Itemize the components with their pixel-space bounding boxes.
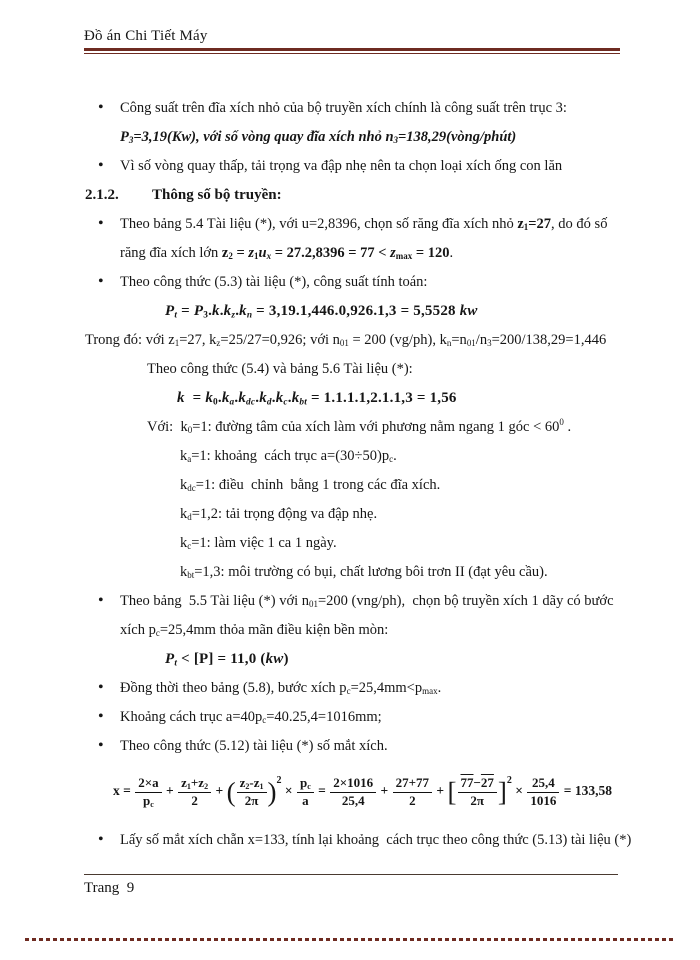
bullet-icon: • [98,99,104,116]
fraction: $\frac{p_c}{a}$ [297,775,314,810]
bullet-icon: • [98,737,104,754]
fraction: $\frac{77-27}{2\pi}$ [458,775,497,810]
line-text: $k = k_0.k_a.k_{dc}.k_d.k_c.k_{bt} = 1.1.1.1,2.1.1,3 = 1,56$ [177,390,457,408]
bullet-icon: • [98,215,104,232]
line-text: $k_{dc}=1$: điều chỉnh bằng 1 trong các đĩa xích. [180,477,441,494]
line-text: 2.1.2. Thông số bộ truyền: [85,187,282,203]
text-line [85,500,630,529]
bullet-icon: • [98,157,104,174]
line-text: Theo công thức (5.12) tài liệu (*) số mắt xích. [120,738,388,754]
text-line [85,413,630,442]
text-line [85,529,630,558]
bullet-line [85,674,630,703]
text-line [85,355,630,384]
line-text: Theo bảng 5.5 Tài liệu (*) với $n_{01}=200$ (vng/ph), chọn bộ truyền xích 1 dãy có bước xích $p_c=25,4mm$ thỏa mãn điều kiện bền mòn: [120,593,614,639]
line-text: Khoảng cách trục $a=40p_c=40.25,4=1016mm$; [120,709,382,726]
bullet-line [85,268,630,297]
bullet-icon: • [98,592,104,609]
bullet-icon: • [98,273,104,290]
formula-line [85,297,630,326]
bullet-line [85,587,630,645]
formula-line [85,645,630,674]
page-header [84,28,620,54]
text-line [85,558,630,587]
footer-page-label: Trang 9 [84,880,135,896]
bullet-line [85,152,630,181]
line-text: $k_a=1$: khoảng cách trục $a=(30\div 50)p_c$. [180,448,397,465]
fraction: $\frac{27+77}{2}$ [393,775,432,810]
line-text: Công suất trên đĩa xích nhỏ của bộ truyền xích chính là công suất trên trục 3: [120,100,567,116]
line-text: Vì số vòng quay thấp, tải trọng va đập nhẹ nên ta chọn loại xích ống con lăn [120,158,563,174]
bottom-dashed-rule [25,938,675,941]
bullet-line [85,210,630,268]
line-text: Lấy số mắt xích chẵn x=133, tính lại khoảng cách trục theo công thức (5.13) tài liệu (*) [120,831,632,848]
line-text: Theo công thức (5.3) tài liệu (*), công suất tính toán: [120,274,428,290]
fraction: $\frac{2\times 1016}{25,4}$ [330,775,376,810]
line-text: Với: $k_0=1$: đường tâm của xích làm với phương nằm ngang 1 góc < $60^0$ . [147,417,572,436]
fraction: $\frac{z_1+z_2}{2}$ [178,775,211,810]
line-text: $k_{bt}=1,3$: môi trường có bụi, chất lương bôi trơn II (đạt yêu cầu). [180,564,548,581]
formula-line [85,384,630,413]
line-text: $P_3=3,19(Kw)$, với số vòng quay đĩa xích nhỏ $n_3=138,29(vòng/phút)$ [120,129,517,146]
text-line [85,442,630,471]
formula-line [85,775,630,810]
line-text: Theo công thức (5.4) và bảng 5.6 Tài liệu (*): [147,361,413,377]
text-line [85,326,630,355]
bullet-line [85,732,630,761]
bullet-line [85,94,630,123]
fraction: $\frac{25,4}{1016}$ [527,775,559,810]
bullet-line [85,703,630,732]
bullet-icon: • [98,708,104,725]
line-text: x = $\frac{2\times a}{p_c}$ + $\frac{z_1+z_2}{2}$ + ( $\frac{z_2-z_1}{2\pi}$ )$^2$ × $\frac{p_c}{a}$ = $\frac{2\times 1016}{25,4}$ + $\frac{27+77}{2}$ + [ $\frac{77-27}{2\pi}$ ]$^2$ × $\frac{25,4}{1016}$ = 133,58 [113,775,612,809]
line-text: Trong đó: với $z_1=27$, $k_z=25/27=0,926$; với $n_{01} = 200$ (vg/ph), $k_n=n_{01}/n_3=200/138,29=1,446$ [85,332,607,349]
line-text: Theo bảng 5.4 Tài liệu (*), với u=2,8396, chọn số răng đĩa xích nhỏ $z_1=27$, do đó số răng đĩa xích lớn $z_2 = z_1u_x = 27.2,8396 = 77 < z_{max} = 120$. [120,216,608,262]
document-body [85,94,630,855]
line-text: $P_t = P_3.k.k_z.k_n = 3,19.1,446.0,926.1,3 = 5,5528$ kw [165,303,478,321]
header-rule [84,48,620,54]
bullet-icon: • [98,679,104,696]
heading-line [85,181,630,210]
line-text: $k_d=1,2$: tải trọng động va đập nhẹ. [180,506,378,523]
bullet-line [85,826,630,855]
line-text: $k_c=1$: làm việc 1 ca 1 ngày. [180,535,337,552]
header-title: Đồ án Chi Tiết Máy [84,28,208,44]
text-line [85,123,630,152]
fraction: $\frac{z_2-z_1}{2\pi}$ [237,775,267,810]
line-text: $P_t < [P] = 11,0$ (kw) [165,651,289,669]
footer-rule [84,874,618,875]
line-text: Đồng thời theo bảng (5.8), bước xích $p_c=25,4mm<p_{max}$. [120,680,442,697]
bullet-icon: • [98,830,104,848]
text-line [85,471,630,500]
fraction: $\frac{2\times a}{p_c}$ [135,775,161,810]
